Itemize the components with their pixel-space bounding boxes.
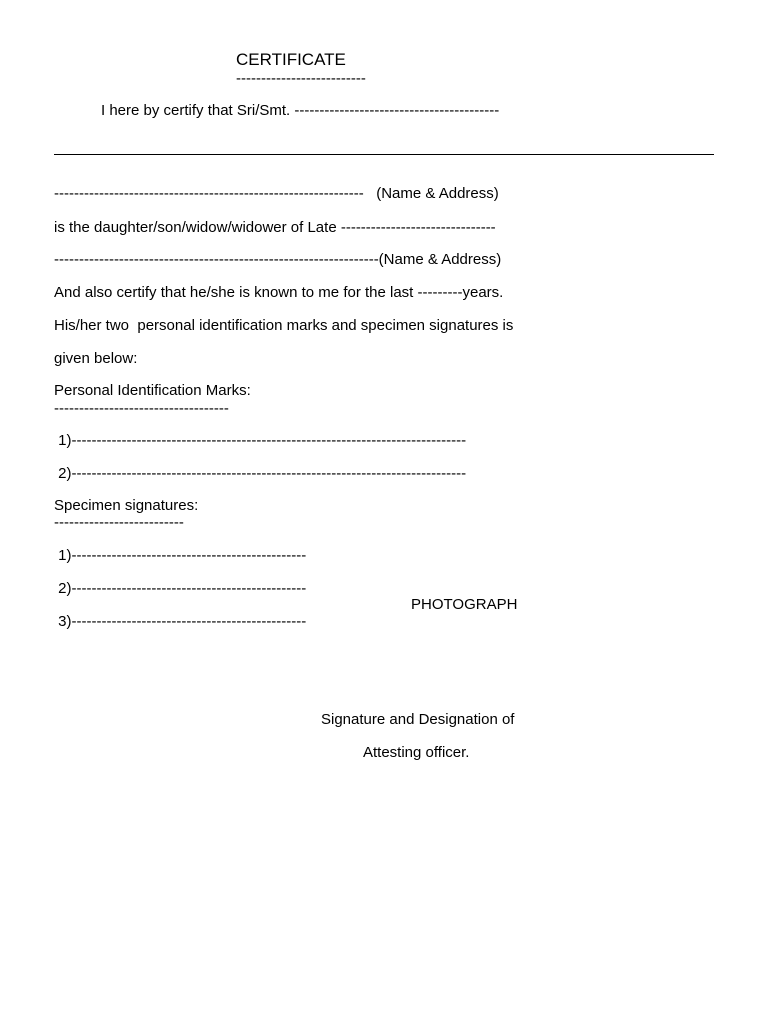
specimen-signature-3: 3)----------------------------------------------- <box>54 613 307 630</box>
identification-mark-1: 1)------------------------------------------------------------------------------- <box>54 432 467 449</box>
horizontal-rule <box>54 154 714 155</box>
signature-designation-label: Signature and Designation of <box>321 711 515 728</box>
certificate-title: CERTIFICATE <box>236 50 346 69</box>
marks-intro-line: His/her two personal identification marks and specimen signatures is <box>54 317 514 334</box>
identification-marks-underline: ----------------------------------- <box>54 400 229 417</box>
title-underline: -------------------------- <box>236 70 366 87</box>
attesting-officer-label: Attesting officer. <box>363 744 470 761</box>
specimen-signature-1: 1)----------------------------------------------- <box>54 547 307 564</box>
specimen-signatures-underline: -------------------------- <box>54 514 184 531</box>
identification-mark-2: 2)------------------------------------------------------------------------------- <box>54 465 467 482</box>
photograph-label: PHOTOGRAPH <box>411 596 518 613</box>
name-address-line-1: -------------------------------------------------------------- (Name & Address) <box>54 185 499 202</box>
intro-line: I here by certify that Sri/Smt. ----------------------------------------- <box>101 102 500 119</box>
identification-marks-heading: Personal Identification Marks: <box>54 382 251 399</box>
name-address-line-2: -----------------------------------------------------------------(Name & Address) <box>54 251 502 268</box>
specimen-signature-2: 2)----------------------------------------------- <box>54 580 307 597</box>
specimen-signatures-heading: Specimen signatures: <box>54 497 199 514</box>
given-below-line: given below: <box>54 350 138 367</box>
known-duration-line: And also certify that he/she is known to me for the last ---------years. <box>54 284 504 301</box>
relation-line: is the daughter/son/widow/widower of Late ------------------------------- <box>54 219 496 236</box>
